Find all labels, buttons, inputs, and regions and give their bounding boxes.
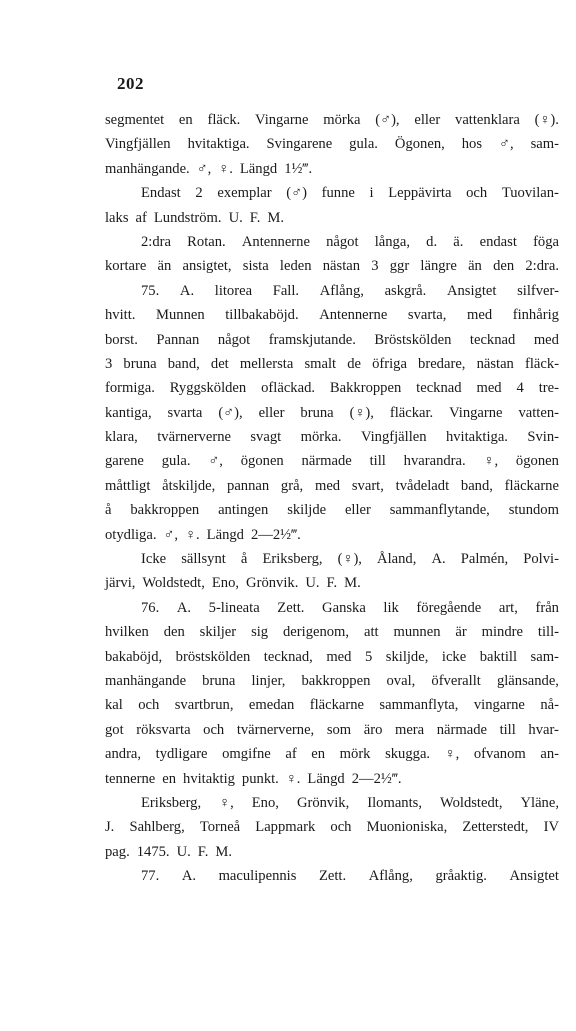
word: sammanflytande, bbox=[389, 502, 490, 519]
word: öfriga bbox=[372, 355, 407, 372]
word: 1475. bbox=[136, 843, 170, 860]
word: till bbox=[499, 721, 516, 738]
word: leden bbox=[279, 258, 312, 275]
word: smalt bbox=[304, 355, 337, 372]
word: mörka. bbox=[300, 429, 342, 446]
word: vatten- bbox=[518, 404, 559, 421]
word: måttligt bbox=[105, 477, 151, 494]
word: Sahlberg, bbox=[129, 819, 185, 836]
word: mera bbox=[394, 721, 425, 738]
word: Bakkroppen bbox=[329, 380, 402, 397]
word: A. bbox=[431, 551, 446, 568]
text-line bbox=[105, 136, 559, 160]
word: tecknad bbox=[469, 331, 516, 348]
word: exemplar bbox=[217, 185, 272, 202]
word: att bbox=[363, 624, 379, 641]
word: Vingfjällen bbox=[360, 429, 427, 446]
word: sig bbox=[251, 624, 269, 641]
text-line bbox=[105, 356, 559, 380]
word: å bbox=[105, 502, 112, 519]
word: 76. bbox=[141, 599, 160, 616]
word: hvitaktiga. bbox=[187, 136, 250, 153]
word: närmade bbox=[436, 721, 487, 738]
word: ♂, bbox=[499, 136, 514, 153]
word: Längd bbox=[206, 526, 244, 543]
word: 1½‴. bbox=[284, 160, 313, 177]
word: Vingarne bbox=[255, 112, 309, 128]
word: kal bbox=[105, 697, 123, 714]
word: Längd bbox=[239, 160, 278, 177]
word: segmentet bbox=[105, 112, 165, 128]
word: (♂), bbox=[218, 404, 243, 421]
text-line bbox=[105, 161, 559, 185]
word: Ögonen, bbox=[394, 136, 445, 153]
word: vingarne bbox=[473, 697, 525, 714]
word: A. bbox=[181, 868, 197, 885]
text-line bbox=[105, 819, 559, 843]
word: hvilken bbox=[105, 624, 149, 641]
word: tvärnerverne, bbox=[236, 721, 315, 738]
text-line bbox=[105, 795, 559, 819]
word: stundom bbox=[508, 502, 559, 519]
word: Woldstedt, bbox=[142, 575, 205, 592]
word: och bbox=[203, 721, 225, 738]
word: andra, bbox=[105, 746, 142, 763]
word: Ganska bbox=[322, 599, 366, 616]
word: 77. bbox=[141, 868, 160, 885]
word: Torneå bbox=[199, 819, 241, 836]
word: nästan bbox=[476, 355, 514, 372]
word: (♂) bbox=[286, 185, 307, 202]
text-line bbox=[105, 844, 559, 868]
word: 2:dra. bbox=[525, 258, 559, 275]
text-line bbox=[105, 332, 559, 356]
text-line bbox=[105, 185, 559, 209]
word: åtskiljde, bbox=[162, 477, 216, 494]
word: endast bbox=[479, 233, 517, 250]
word: de bbox=[347, 355, 361, 372]
text-line bbox=[105, 527, 559, 551]
word: kortare bbox=[105, 258, 147, 275]
word: Lundström. bbox=[153, 209, 222, 226]
word: icke bbox=[441, 648, 467, 665]
word: ♀. bbox=[218, 160, 233, 177]
word: Leppävirta bbox=[388, 185, 452, 202]
word: Yläne, bbox=[520, 794, 559, 811]
word: (♀), bbox=[337, 551, 362, 568]
word: ansigtet, bbox=[182, 258, 232, 275]
word: hos bbox=[461, 136, 483, 153]
text-line bbox=[105, 478, 559, 502]
word: M. bbox=[267, 209, 284, 226]
word: skiljer bbox=[199, 624, 237, 641]
text-line bbox=[105, 697, 559, 721]
word: Zett. bbox=[318, 868, 347, 885]
word: af bbox=[285, 746, 297, 763]
word: Ryggskölden bbox=[169, 380, 247, 397]
word: och bbox=[330, 819, 352, 836]
word: som bbox=[326, 721, 352, 738]
word: borst. bbox=[105, 331, 138, 348]
word: bakkroppen bbox=[301, 672, 371, 689]
word: Ansigtet bbox=[509, 868, 559, 885]
word: fläckar. bbox=[389, 404, 434, 421]
word: fläck- bbox=[524, 355, 559, 372]
word: gula. bbox=[349, 136, 378, 153]
word: Icke bbox=[141, 551, 167, 568]
word: till bbox=[369, 453, 386, 470]
word: Längd bbox=[307, 770, 345, 787]
word: funne bbox=[321, 185, 355, 202]
word: Eno, bbox=[251, 794, 279, 811]
word: mörka bbox=[323, 112, 361, 128]
word: ggr bbox=[389, 258, 410, 275]
word: ofläckad. bbox=[261, 380, 316, 397]
word: ♀, bbox=[219, 794, 234, 811]
word: Zett. bbox=[277, 599, 305, 616]
word: Antennerne bbox=[319, 307, 388, 324]
word: mörk bbox=[339, 746, 371, 763]
word: got bbox=[105, 721, 124, 738]
word: eller bbox=[344, 502, 371, 519]
word: tennerne bbox=[105, 770, 156, 787]
word: Vingfjällen bbox=[105, 136, 171, 153]
word: Antennerne bbox=[241, 233, 310, 250]
word: hvitaktiga. bbox=[445, 429, 508, 446]
word: hvar- bbox=[528, 721, 559, 738]
word: 2 bbox=[195, 185, 203, 202]
text-line bbox=[105, 600, 559, 624]
word: af bbox=[135, 209, 147, 226]
text-line bbox=[105, 673, 559, 697]
word: Munnen bbox=[156, 307, 205, 324]
word: i bbox=[369, 185, 374, 202]
text-line bbox=[105, 429, 559, 453]
word: tillbakaböjd. bbox=[225, 307, 299, 324]
word: Eno, bbox=[211, 575, 240, 592]
word: 2—2½‴. bbox=[351, 770, 402, 787]
word: 75. bbox=[141, 282, 160, 299]
word: ♂, bbox=[196, 160, 212, 177]
word: Svingarene bbox=[266, 136, 333, 153]
word: ♀, bbox=[483, 453, 499, 470]
word: och bbox=[138, 697, 160, 714]
word: bruna bbox=[202, 672, 236, 689]
word: Rotan. bbox=[187, 233, 226, 250]
word: 3 bbox=[371, 258, 379, 275]
word: A. bbox=[176, 599, 192, 616]
word: närmade bbox=[301, 453, 352, 470]
word: pannan bbox=[227, 477, 270, 494]
word: Grönvik, bbox=[296, 794, 350, 811]
word: 4 bbox=[516, 380, 524, 397]
word: något bbox=[326, 233, 359, 250]
word: ä. bbox=[453, 233, 464, 250]
word: äro bbox=[363, 721, 383, 738]
word: gula. bbox=[161, 453, 191, 470]
word: hvitt. bbox=[105, 307, 136, 324]
word: derigenom, bbox=[283, 624, 350, 641]
word: finhårig bbox=[512, 307, 559, 324]
text-line bbox=[105, 771, 559, 795]
word: Ansigtet bbox=[446, 282, 497, 299]
word: från bbox=[535, 599, 559, 616]
word: manhängande. bbox=[105, 160, 190, 177]
word: 3 bbox=[105, 355, 113, 372]
word: otydliga. bbox=[105, 526, 157, 543]
word: något bbox=[217, 331, 251, 348]
word: bröstskölden bbox=[175, 648, 251, 665]
word: gråaktig. bbox=[435, 868, 487, 885]
word: fläck. bbox=[207, 112, 241, 128]
word: Woldstedt, bbox=[440, 794, 503, 811]
word: tvärnerverne bbox=[157, 429, 231, 446]
word: sam- bbox=[530, 136, 559, 153]
word: grå, bbox=[280, 477, 304, 494]
word: tecknad, bbox=[263, 648, 313, 665]
word: till- bbox=[537, 624, 559, 641]
word: sammanflyta, bbox=[379, 697, 459, 714]
word: svarta bbox=[167, 404, 203, 421]
word: mindre bbox=[481, 624, 523, 641]
word: ♂, bbox=[208, 453, 223, 470]
word: laks bbox=[105, 209, 129, 226]
word: M. bbox=[215, 843, 233, 860]
word: Palmén, bbox=[460, 551, 509, 568]
word: baktill bbox=[479, 648, 518, 665]
word: (♀). bbox=[534, 112, 559, 128]
word: föga bbox=[533, 233, 559, 250]
text-line bbox=[105, 283, 559, 307]
word: omgifne bbox=[222, 746, 271, 763]
word: skugga. bbox=[385, 746, 431, 763]
word: J. bbox=[105, 819, 115, 836]
word: tre- bbox=[538, 380, 559, 397]
word: fläckarne bbox=[309, 697, 364, 714]
word: nästan bbox=[322, 258, 361, 275]
page-number: 202 bbox=[117, 74, 144, 93]
word: bruna bbox=[300, 404, 334, 421]
text-line bbox=[105, 405, 559, 429]
word: hvarandra. bbox=[403, 453, 466, 470]
word: 5 bbox=[364, 648, 373, 665]
word: svart, bbox=[351, 477, 384, 494]
word: formiga. bbox=[105, 380, 155, 397]
word: antingen bbox=[218, 502, 269, 519]
word: än bbox=[157, 258, 172, 275]
word: emedan bbox=[248, 697, 295, 714]
word: ögonen bbox=[240, 453, 284, 470]
word: vattenklara bbox=[455, 112, 520, 128]
word: Eriksberg, bbox=[262, 551, 323, 568]
word: band, bbox=[167, 355, 200, 372]
word: (♀), bbox=[349, 404, 374, 421]
text-line bbox=[105, 624, 559, 648]
word: band, bbox=[460, 477, 493, 494]
word: mellersta bbox=[239, 355, 294, 372]
word: F. bbox=[197, 843, 209, 860]
word: oval, bbox=[386, 672, 416, 689]
word: fläckarne bbox=[504, 477, 559, 494]
word: kantiga, bbox=[105, 404, 152, 421]
word: linjer, bbox=[251, 672, 286, 689]
word: 2—2½‴. bbox=[250, 526, 301, 543]
word: 5-lineata bbox=[208, 599, 260, 616]
word: svartbrun, bbox=[174, 697, 234, 714]
word: Pannan bbox=[156, 331, 200, 348]
word: än bbox=[468, 258, 482, 275]
text-line bbox=[105, 649, 559, 673]
text-line bbox=[105, 380, 559, 404]
word: bakkroppen bbox=[130, 502, 200, 519]
word: nå- bbox=[540, 697, 559, 714]
word: bruna bbox=[123, 355, 157, 372]
word: Fall. bbox=[272, 282, 300, 299]
word: Tuovilan- bbox=[501, 185, 559, 202]
word: U. bbox=[176, 843, 191, 860]
word: IV bbox=[543, 819, 559, 836]
word: manhängande bbox=[105, 672, 187, 689]
word: A. bbox=[179, 282, 195, 299]
word: med bbox=[326, 648, 352, 665]
text-line bbox=[105, 258, 559, 282]
word: punkt. bbox=[241, 770, 279, 787]
word: litorea bbox=[214, 282, 253, 299]
word: långa, bbox=[374, 233, 410, 250]
word: ögonen bbox=[515, 453, 559, 470]
word: ♂, bbox=[163, 526, 179, 543]
word: ♀. bbox=[285, 770, 301, 787]
word: skiljde, bbox=[385, 648, 429, 665]
word: tvådeladt bbox=[395, 477, 450, 494]
word: en bbox=[311, 746, 326, 763]
text-line bbox=[105, 210, 559, 234]
word: å bbox=[240, 551, 248, 568]
word: ♀. bbox=[185, 526, 200, 543]
word: sällsynt bbox=[181, 551, 226, 568]
word: U. bbox=[305, 575, 320, 592]
word: Aflång, bbox=[368, 868, 413, 885]
word: Vingarne bbox=[449, 404, 503, 421]
word: den bbox=[163, 624, 185, 641]
word: och bbox=[466, 185, 488, 202]
word: Eriksberg, bbox=[141, 794, 202, 811]
word: bakaböjd, bbox=[105, 648, 163, 665]
word: röksvarta bbox=[136, 721, 191, 738]
word: glänsande, bbox=[496, 672, 559, 689]
word: maculipennis bbox=[218, 868, 297, 885]
body-text bbox=[105, 112, 559, 893]
word: det bbox=[210, 355, 229, 372]
word: (♂), bbox=[375, 112, 400, 128]
word: ofvanom bbox=[473, 746, 526, 763]
word: silfver- bbox=[517, 282, 559, 299]
word: hvitaktig bbox=[183, 770, 235, 787]
text-line bbox=[105, 112, 559, 136]
word: Zetterstedt, bbox=[462, 819, 529, 836]
word: bredare, bbox=[418, 355, 466, 372]
word: järvi, bbox=[105, 575, 136, 592]
word: sam- bbox=[530, 648, 559, 665]
word: pag. bbox=[105, 843, 130, 860]
text-line bbox=[105, 551, 559, 575]
word: askgrå. bbox=[384, 282, 427, 299]
word: F. bbox=[326, 575, 338, 592]
word: den bbox=[493, 258, 515, 275]
word: Polvi- bbox=[523, 551, 559, 568]
word: 2:dra bbox=[141, 233, 171, 250]
word: med bbox=[476, 380, 502, 397]
text-line bbox=[105, 502, 559, 526]
word: framskjutande. bbox=[268, 331, 356, 348]
word: skiljde bbox=[287, 502, 327, 519]
word: sista bbox=[242, 258, 269, 275]
word: klara, bbox=[105, 429, 138, 446]
word: svagt bbox=[250, 429, 282, 446]
text-line bbox=[105, 234, 559, 258]
word: Endast bbox=[141, 185, 181, 202]
word: föregående bbox=[416, 599, 482, 616]
word: Lappmark bbox=[255, 819, 316, 836]
word: svarta, bbox=[407, 307, 447, 324]
word: med bbox=[466, 307, 493, 324]
word: en bbox=[162, 770, 177, 787]
word: Ilomants, bbox=[367, 794, 422, 811]
word: F. bbox=[249, 209, 261, 226]
text-line bbox=[105, 868, 559, 892]
word: tydligare bbox=[155, 746, 208, 763]
word: en bbox=[178, 112, 193, 128]
word: eller bbox=[258, 404, 285, 421]
text-line bbox=[105, 307, 559, 331]
word: längre bbox=[420, 258, 457, 275]
text-line bbox=[105, 722, 559, 746]
word: ♀, bbox=[444, 746, 460, 763]
word: med bbox=[533, 331, 559, 348]
text-line bbox=[105, 575, 559, 599]
word: öfverallt bbox=[431, 672, 481, 689]
word: d. bbox=[426, 233, 438, 250]
word: Muonioniska, bbox=[366, 819, 448, 836]
word: Aflång, bbox=[319, 282, 364, 299]
word: an- bbox=[540, 746, 559, 763]
word: Åland, bbox=[377, 551, 417, 568]
word: med bbox=[314, 477, 341, 494]
word: art, bbox=[498, 599, 518, 616]
word: munnen bbox=[393, 624, 441, 641]
word: U. bbox=[228, 209, 243, 226]
word: Grönvik. bbox=[246, 575, 299, 592]
word: M. bbox=[344, 575, 361, 592]
word: Svin- bbox=[527, 429, 559, 446]
word: garene bbox=[105, 453, 144, 470]
text-line bbox=[105, 746, 559, 770]
word: tecknad bbox=[416, 380, 462, 397]
word: eller bbox=[414, 112, 441, 128]
word: Bröstskölden bbox=[374, 331, 452, 348]
text-line bbox=[105, 453, 559, 477]
word: lik bbox=[383, 599, 399, 616]
word: är bbox=[455, 624, 467, 641]
